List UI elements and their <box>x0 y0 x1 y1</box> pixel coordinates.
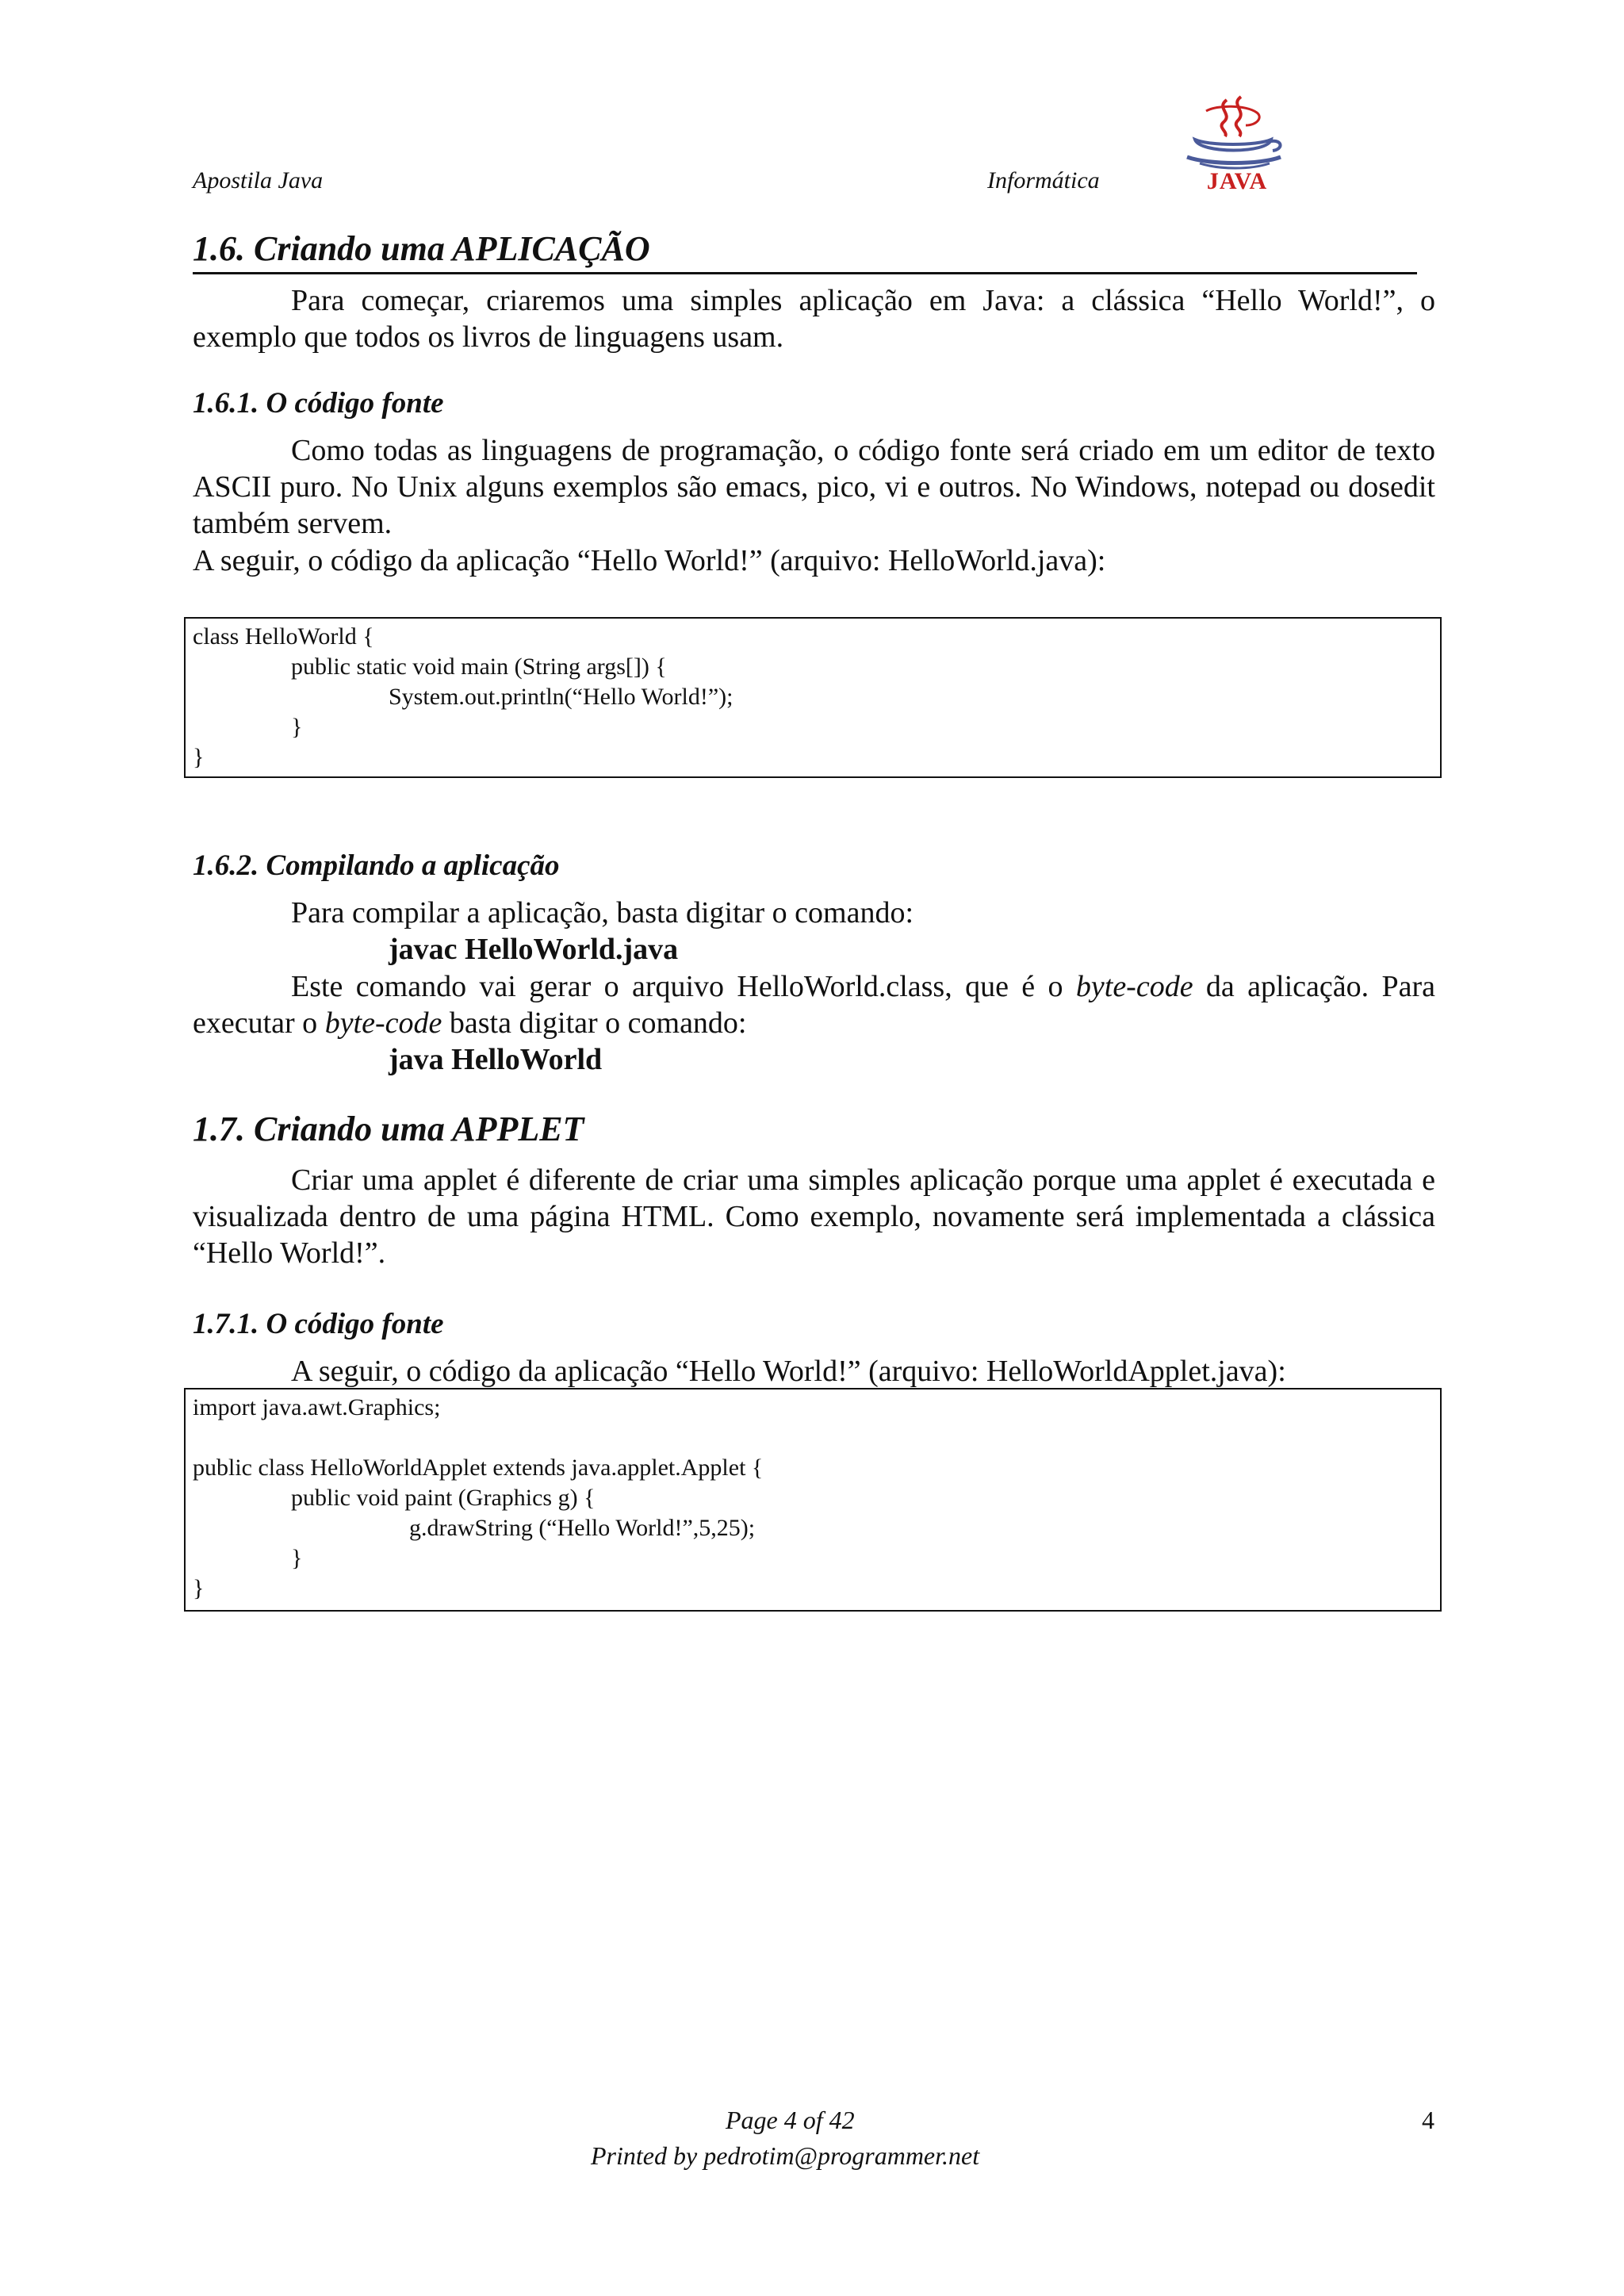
section-title-1-7-1: 1.7.1. O código fonte <box>193 1308 444 1340</box>
section-1-6-intro: Para começar, criaremos uma simples aplicação em Java: a clássica “Hello World!”, o exemplo que todos os livros de linguagens usam. <box>193 284 1435 354</box>
section-1-6-2-para2: Este comando vai gerar o arquivo HelloWorld.class, que é o byte-code da aplicação. Para executar o byte-code basta digitar o comando: <box>193 970 1435 1040</box>
section-1-7-1-para1: A seguir, o código da aplicação “Hello World!” (arquivo: HelloWorldApplet.java): <box>291 1355 1286 1388</box>
footer-page-number: 4 <box>1422 2106 1434 2134</box>
code-line: } <box>193 744 205 770</box>
section-title-1-6-2: 1.6.2. Compilando a aplicação <box>193 849 560 882</box>
code-block-helloworld <box>184 617 1442 778</box>
code-line: } <box>193 1575 205 1601</box>
code-line: System.out.println(“Hello World!”); <box>389 684 733 710</box>
java-logo-text: JAVA <box>1206 168 1268 192</box>
section-1-6-1-para2: A seguir, o código da aplicação “Hello World!” (arquivo: HelloWorld.java): <box>193 544 1106 577</box>
header-center: Informática <box>987 167 1100 194</box>
code-line: } <box>291 1545 303 1571</box>
header-left: Apostila Java <box>193 167 324 194</box>
section-1-6-1-para1: Como todas as linguagens de programação, o código fonte será criado em um editor de texto ASCII puro. No Unix alguns exemplos são emacs, pico, vi e outros. No Windows, notepad ou dosedit também servem. <box>193 434 1435 540</box>
code-line: import java.awt.Graphics; <box>193 1394 441 1420</box>
section-title-1-6-1: 1.6.1. O código fonte <box>193 387 444 420</box>
section-1-7-intro: Criar uma applet é diferente de criar uma simples aplicação porque uma applet é executada e visualizada dentro de uma página HTML. Como exemplo, novamente será implementada a clássica “Hello World!”. <box>193 1163 1435 1270</box>
code-line: } <box>291 714 303 740</box>
code-line: g.drawString (“Hello World!”,5,25); <box>409 1515 756 1541</box>
footer-page-indicator: Page 4 of 42 <box>726 2106 855 2134</box>
command-javac: javac HelloWorld.java <box>389 933 679 966</box>
java-logo-icon <box>1178 94 1297 192</box>
title-rule <box>193 272 1417 274</box>
code-line: public void paint (Graphics g) { <box>291 1485 596 1511</box>
code-block-helloworldapplet <box>184 1388 1442 1612</box>
code-line: public static void main (String args[]) { <box>291 654 667 680</box>
footer-printed-by: Printed by pedrotim@programmer.net <box>591 2141 980 2170</box>
section-1-6-2-para1: Para compilar a aplicação, basta digitar o comando: <box>291 896 914 930</box>
code-line: public class HelloWorldApplet extends java.applet.Applet { <box>193 1455 764 1481</box>
code-line: class HelloWorld { <box>193 623 374 650</box>
section-title-1-6: 1.6. Criando uma APLICAÇÃO <box>193 229 650 268</box>
command-java: java HelloWorld <box>389 1043 603 1076</box>
section-title-1-7: 1.7. Criando uma APPLET <box>193 1110 584 1148</box>
